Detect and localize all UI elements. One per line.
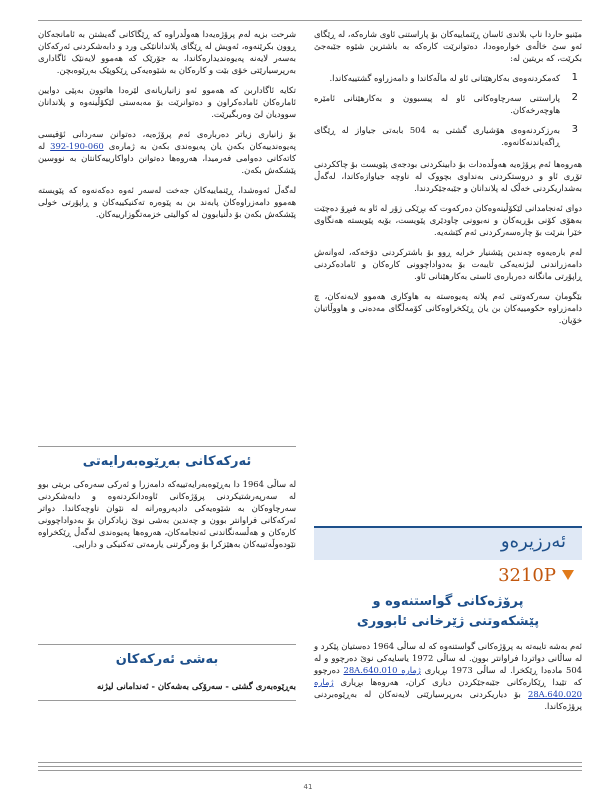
- section-code-row: [314, 566, 582, 586]
- section-subheading: پرۆژەکانی گواستنەوە و پێشکەوتنی ژێرخانی ئابووری: [356, 594, 540, 629]
- section-banner-title: ئەرزیرەو: [500, 531, 566, 552]
- right-paragraph-1: هەروەها ئەم پرۆژەیە هەوڵدەدات بۆ دابینکردنی بودجەی پێویست بۆ چاککردنی تۆڕی ئاو و دروستکردنی بەنداوی بچووک لە ناوچە جیاوازەکاندا، لەگەڵ بەشداریکردنی خەڵک لە پلاندانان و جێبەجێکردندا.: [314, 159, 582, 193]
- section-1-body: لە ساڵی 1964 دا بەڕێوەبەرایەتییەکە دامەزرا و ئەرکی سەرەکی بریتی بوو لە سەرپەرشتیکردنی پرۆژەکانی ئاوەدانکردنەوە و دابەشکردنی سەرچاوەکان بە شێوەیەکی دادپەروەرانە لە نێوان ناوچەکاندا. دواتر ئەرکەکانی فراوانتر بوون و چەندین بەشی نوێ زیادکران بۆ بەدواداچوونی کارەکان و هەڵسەنگاندنی ئەنجامەکان، هەروەها پەیوەندی لەگەڵ ڕێکخراوە نێودەوڵەتییەکان بەهێزکرا بۆ وەرگرتنی یارمەتی تەکنیکی و دارایی.: [38, 479, 296, 549]
- divider: [38, 446, 296, 447]
- bottom-rule: [38, 762, 582, 763]
- section-heading-2: بەشی ئەرکەکان: [115, 652, 219, 667]
- section-code: 3210P: [498, 565, 556, 586]
- bottom-rule: [38, 770, 582, 771]
- page-number: 41: [303, 783, 313, 791]
- right-paragraph-2: دوای ئەنجامدانی لێکۆڵینەوەکان دەرکەوت کە بڕێکی زۆر لە ئاو بە فیڕۆ دەچێت بەهۆی کۆنی بۆڕیەکان و نەبوونی چاودێری پێویست، بۆیە پێویستە هەنگاوی خێرا بنرێت بۆ چارەسەرکردنی ئەم کێشەیە.: [314, 203, 582, 237]
- right-paragraph-4: بێگومان سەرکەوتنی ئەم پلانە پەیوەستە بە هاوکاری هەموو لایەنەکان، چ دامەزراوە حکومییەکان بن یان ڕێکخراوەکانی کۆمەڵگای مەدەنی و هاووڵاتیان خۆیان.: [314, 291, 582, 325]
- phone-link[interactable]: 392-190-060: [50, 141, 104, 151]
- left-paragraph-4: لەگەڵ ئەوەشدا، ڕێنماییەکان جەخت لەسەر ئەوە دەکەنەوە کە پێویستە هەموو دامەزراوەکان پابەند بن بە پێوەرە تەکنیکییەکان و ڕاپۆرتی خولی پێشکەش بکەن بۆ دڵنیابوون لە کوالیتی خزمەتگوزارییەکان.: [38, 185, 296, 219]
- divider: [38, 700, 296, 701]
- list-item: 1 کەمکردنەوەی بەکارهێنانی ئاو لە ماڵەکاندا و دامەزراوە گشتییەکاندا.: [329, 72, 578, 83]
- left-paragraph-1: شرحت بزیە لەم پرۆژەیەدا هەوڵدراوە کە ڕێگاکانی گەیشتن بە ئامانجەکان ڕوون بکرێنەوە، ئەویش لە ڕێگای پلاندانانێکی ورد و دابەشکردنی ئەرکەکان بەسەر لایەنە پەیوەندیدارەکاندا، بە جۆرێک کە هەموو لایەنێک ئاگاداری بەرپرسیارێتی خۆی بێت و کارەکان بە شێوەیەکی ڕێکوپێک بەڕێوەبچن.: [38, 29, 296, 75]
- reference-link[interactable]: ژمارە 28A.640.010: [343, 665, 421, 675]
- list-item: 3 بەرزکردنەوەی هۆشیاری گشتی بە 504 بابەتی جیاواز لە ڕێگای ڕاگەیاندنەکانەوە.: [314, 124, 578, 147]
- section-heading-1: ئەرکەکانی بەڕێوەبەرایەتی: [82, 454, 252, 469]
- reference-link[interactable]: ژمارە 28A.640.020: [314, 677, 582, 699]
- bottom-rule: [38, 766, 582, 767]
- right-paragraph-3: لەم بارەیەوە چەندین پێشنیار خرایە ڕوو بۆ باشترکردنی دۆخەکە، لەوانەش دامەزراندنی لیژنەیەکی تایبەت بۆ بەدواداچوونی کارەکان و ئامادەکردنی ڕاپۆرتی مانگانە دەربارەی ئاستی بەکارهێنانی ئاو.: [314, 247, 582, 281]
- left-paragraph-3: بۆ زانیاری زیاتر دەربارەی ئەم پرۆژەیە، دەتوانن سەردانی ئۆفیسی پەیوەندییەکان بکەن یان پەیوەندی بکەن بە ژمارەی 392-190-060 لە کاتەکانی دەوامی فەرمیدا، هەروەها دەتوانن داواکارییەکانتان بە نووسین پێشکەش بکەن.: [38, 129, 296, 175]
- numbered-list: [314, 72, 582, 148]
- right-column: [314, 28, 582, 334]
- divider: [38, 644, 296, 645]
- left-paragraph-2: تکایە ئاگاداربن کە هەموو ئەو زانیاریانەی لێرەدا هاتوون بەپێی دوایین ئامارەکان ئامادەکراون و دەتوانرێت بۆ مەبەستی لێکۆڵینەوە و پلاندانان سوودیان لێ وەربگیرێت.: [38, 85, 296, 119]
- list-item: 2 پاراستنی سەرچاوەکانی ئاو لە پیسبوون و بەکارهێنانی ئامێرە هاوچەرخەکان.: [314, 92, 578, 115]
- left-column: [38, 28, 296, 228]
- section-body: ئەم بەشە تایبەتە بە پرۆژەکانی گواستنەوە کە لە ساڵی 1964 دەستیان پێکرد و لە ساڵانی دواتردا فراوانتر بوون. لە ساڵی 1972 یاسایەکی نوێ دەرچوو و لە 504 مادەدا ڕێکخرا. لە ساڵی 1973 بڕیاری ژمارە 28A.640.010 دەرچوو کە تێیدا ڕێکارەکانی جێبەجێکردن دیاری کران، هەروەها بڕیاری ژمارە 28A.640.020 بۆ دیاریکردنی بەرپرسیارێتی لایەنەکان لە بەڕێوەبردنی پرۆژەکاندا.: [314, 641, 583, 711]
- section-banner: [314, 526, 582, 560]
- top-rule: [38, 20, 582, 21]
- triangle-down-icon: [562, 570, 574, 580]
- right-intro: مێنیو حاردا ناپ بلاندی ئاسان ڕێنماییەکان بۆ پاراستنی ئاوی شارەکە، لە ڕێگای ئەو سێ خاڵەی خوارەوەدا، دەتوانرێت کارەکە بە باشترین شێوە جێبەجێ بکرێت، کە بریتین لە:: [314, 29, 582, 63]
- section-2-body: بەڕێوەبەری گشتی - سەرۆکی بەشەکان - ئەندامانی لیژنە: [96, 681, 296, 691]
